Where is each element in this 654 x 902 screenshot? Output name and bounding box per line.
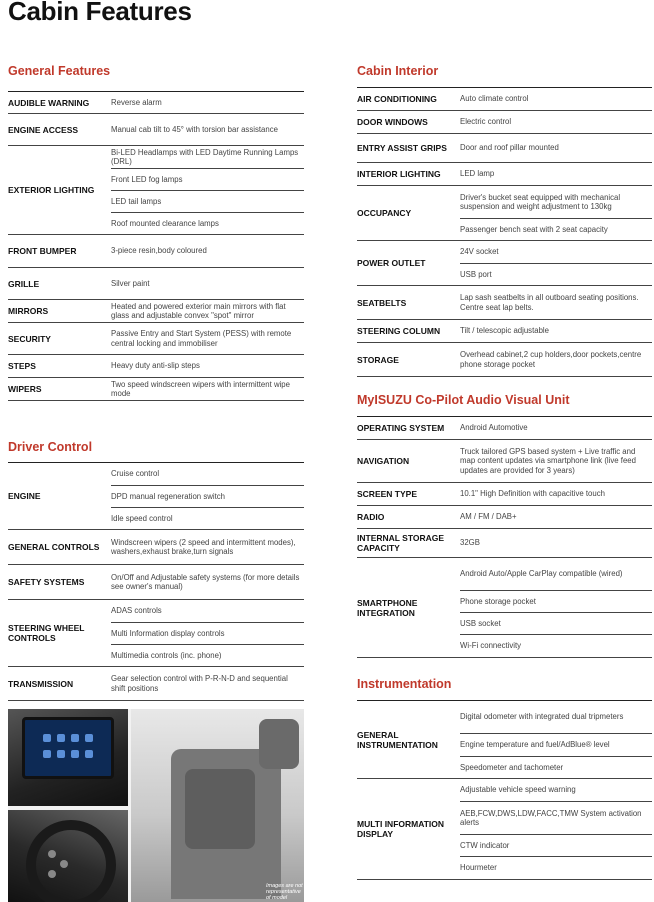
spec-row-steps	[8, 355, 304, 378]
spec-label: WIPERS	[8, 384, 42, 394]
spec-label: STEERING WHEEL CONTROLS	[8, 623, 85, 643]
spec-row-air-conditioning	[357, 88, 652, 111]
spec-value: Door and roof pillar mounted	[460, 143, 559, 153]
spec-label: STEERING COLUMN	[357, 326, 441, 336]
instrumentation-table	[357, 701, 652, 880]
spec-value: 10.1" High Definition with capacitive touch	[460, 489, 605, 499]
spec-row-navigation	[357, 440, 652, 483]
spec-row-screen-type	[357, 483, 652, 506]
spec-label: TRANSMISSION	[8, 678, 74, 689]
spec-label: OPERATING SYSTEM	[357, 423, 445, 433]
spec-label: AIR CONDITIONING	[357, 94, 437, 104]
spec-row-safety-systems	[8, 565, 304, 600]
spec-row-steering-wheel-controls	[8, 600, 304, 667]
spec-value: Truck tailored GPS based system + Live traffic and map content updates via smartphone link (live feed updates are provided for 3 years)	[460, 446, 636, 475]
spec-value: 24V socket	[460, 247, 499, 257]
audio-visual-section	[357, 392, 652, 658]
spec-row-steering-column	[357, 320, 652, 343]
spec-row-wipers	[8, 378, 304, 401]
spec-row-general-controls	[8, 530, 304, 565]
cabin-interior-section	[357, 63, 652, 377]
spec-row-smartphone-integration	[357, 558, 652, 658]
spec-value: Silver paint	[111, 278, 150, 288]
spec-value: Roof mounted clearance lamps	[111, 212, 304, 234]
general-features-title: General Features	[8, 64, 111, 78]
spec-row-transmission	[8, 667, 304, 701]
spec-value: Engine temperature and fuel/AdBlue® level	[460, 733, 652, 756]
spec-label: SCREEN TYPE	[357, 489, 417, 499]
driver-control-title: Driver Control	[8, 440, 93, 454]
spec-value: 3-piece resin,body coloured	[111, 246, 207, 256]
spec-row-multi-information-display	[357, 779, 652, 880]
spec-value: Android Auto/Apple CarPlay compatible (wired)	[460, 569, 623, 579]
spec-label: INTERIOR LIGHTING	[357, 169, 441, 179]
spec-label: GENERAL INSTRUMENTATION	[357, 729, 438, 750]
spec-value: Idle speed control	[111, 507, 304, 529]
spec-value: Two speed windscreen wipers with intermittent wipe mode	[111, 379, 290, 398]
instrumentation-title: Instrumentation	[357, 677, 452, 691]
spec-value: LED tail lamps	[111, 190, 304, 212]
spec-row-engine	[8, 463, 304, 530]
spec-label: SECURITY	[8, 333, 51, 344]
seat-headrest	[259, 719, 299, 769]
photo-disclaimer: Images are not representative of model	[266, 883, 303, 901]
spec-value: Passenger bench seat with 2 seat capacity	[460, 218, 652, 240]
spec-label: SEATBELTS	[357, 297, 407, 308]
spec-row-front-bumper	[8, 235, 304, 268]
spec-label: FRONT BUMPER	[8, 246, 77, 256]
spec-value: Lap sash seatbelts in all outboard seating positions. Centre seat lap belts.	[460, 293, 639, 312]
page-title: Cabin Features	[8, 0, 192, 26]
spec-row-storage	[357, 343, 652, 377]
infotainment-photo	[8, 709, 128, 806]
spec-label: RADIO	[357, 512, 385, 522]
spec-value: Overhead cabinet,2 cup holders,door pockets,centre phone storage pocket	[460, 350, 642, 369]
general-features-section	[8, 63, 304, 401]
spec-value: Speedometer and tachometer	[460, 756, 652, 778]
spec-label: GENERAL CONTROLS	[8, 542, 100, 552]
steering-wheel	[26, 820, 116, 902]
spec-row-engine-access	[8, 114, 304, 146]
spec-value: Front LED fog lamps	[111, 168, 304, 190]
spec-value: Cruise control	[111, 469, 160, 479]
spec-row-seatbelts	[357, 286, 652, 320]
infotainment-screen	[22, 717, 114, 779]
spec-value: Multimedia controls (inc. phone)	[111, 644, 304, 666]
spec-label: MULTI INFORMATION DISPLAY	[357, 819, 445, 839]
spec-value: Heated and powered exterior main mirrors with flat glass and adjustable convex "spot" mirror	[111, 301, 286, 320]
spec-label: STEPS	[8, 361, 36, 371]
instrumentation-section	[357, 676, 652, 880]
spec-row-door-windows	[357, 111, 652, 134]
spec-value: Bi-LED Headlamps with LED Daytime Running Lamps (DRL)	[111, 147, 299, 166]
spec-value: DPD manual regeneration switch	[111, 485, 304, 507]
spec-value: Phone storage pocket	[460, 590, 652, 612]
spec-label: MIRRORS	[8, 306, 49, 316]
seat-backrest	[185, 769, 255, 849]
spec-value: USB port	[460, 263, 652, 285]
spec-value: Multi Information display controls	[111, 622, 304, 644]
spec-value: AM / FM / DAB+	[460, 512, 517, 522]
spec-row-audible-warning	[8, 92, 304, 114]
spec-value: Gear selection control with P-R-N-D and sequential shift positions	[111, 674, 288, 693]
spec-label: POWER OUTLET	[357, 258, 426, 268]
spec-value: Wi-Fi connectivity	[460, 634, 652, 657]
spec-label: ENTRY ASSIST GRIPS	[357, 143, 447, 153]
spec-label: DOOR WINDOWS	[357, 117, 428, 127]
spec-value: LED lamp	[460, 169, 495, 179]
spec-value: Auto climate control	[460, 94, 529, 104]
spec-row-general-instrumentation	[357, 701, 652, 779]
spec-row-security	[8, 323, 304, 355]
spec-label: EXTERIOR LIGHTING	[8, 185, 95, 195]
spec-label: SMARTPHONE INTEGRATION	[357, 597, 418, 618]
spec-row-internal-storage-capacity	[357, 529, 652, 558]
spec-row-exterior-lighting	[8, 146, 304, 235]
audio-visual-table	[357, 417, 652, 658]
spec-label: NAVIGATION	[357, 456, 410, 466]
spec-value: AEB,FCW,DWS,LDW,FACC,TMW System activation alerts	[460, 801, 652, 834]
spec-value: Heavy duty anti-slip steps	[111, 361, 200, 371]
audio-visual-title: MyISUZU Co-Pilot Audio Visual Unit	[357, 393, 570, 407]
spec-value: Tilt / telescopic adjustable	[460, 326, 549, 336]
spec-row-interior-lighting	[357, 163, 652, 186]
cabin-interior-title: Cabin Interior	[357, 64, 439, 78]
spec-value: Reverse alarm	[111, 97, 162, 107]
spec-value: 32GB	[460, 538, 480, 548]
spec-value: Windscreen wipers (2 speed and intermittent modes), washers,exhaust brake,turn signals	[111, 537, 296, 556]
spec-label: GRILLE	[8, 278, 40, 289]
spec-label: AUDIBLE WARNING	[8, 97, 90, 108]
spec-row-occupancy	[357, 186, 652, 241]
spec-value: Driver's bucket seat equipped with mechanical suspension and weight adjustment to 130kg	[460, 192, 621, 211]
cabin-interior-table	[357, 88, 652, 377]
spec-row-grille	[8, 268, 304, 300]
spec-value: USB socket	[460, 612, 652, 634]
spec-row-power-outlet	[357, 241, 652, 286]
spec-row-operating-system	[357, 417, 652, 440]
spec-value: Electric control	[460, 117, 512, 127]
spec-label: SAFETY SYSTEMS	[8, 577, 85, 587]
cabin-photos	[8, 709, 304, 902]
spec-value: ADAS controls	[111, 606, 162, 616]
spec-label: ENGINE	[8, 491, 41, 501]
spec-value: On/Off and Adjustable safety systems (for more details see owner's manual)	[111, 572, 300, 591]
spec-value: Manual cab tilt to 45° with torsion bar assistance	[111, 124, 278, 134]
spec-value: CTW indicator	[460, 834, 652, 856]
spec-label: INTERNAL STORAGE CAPACITY	[357, 533, 445, 553]
general-features-table	[8, 92, 304, 401]
spec-row-radio	[357, 506, 652, 529]
spec-label: ENGINE ACCESS	[8, 124, 79, 135]
driver-control-table	[8, 463, 304, 701]
spec-value: Digital odometer with integrated dual tripmeters	[460, 712, 624, 722]
spec-label: OCCUPANCY	[357, 208, 412, 218]
steering-wheel-photo	[8, 810, 128, 902]
driver-control-section	[8, 439, 304, 701]
spec-value: Hourmeter	[460, 856, 652, 879]
spec-row-mirrors	[8, 300, 304, 323]
spec-value: Passive Entry and Start System (PESS) with remote central locking and immobiliser	[111, 329, 292, 348]
spec-value: Adjustable vehicle speed warning	[460, 785, 576, 795]
spec-row-entry-assist-grips	[357, 134, 652, 163]
spec-label: STORAGE	[357, 354, 399, 365]
seat-photo	[131, 709, 304, 902]
spec-value: Android Automotive	[460, 423, 528, 433]
